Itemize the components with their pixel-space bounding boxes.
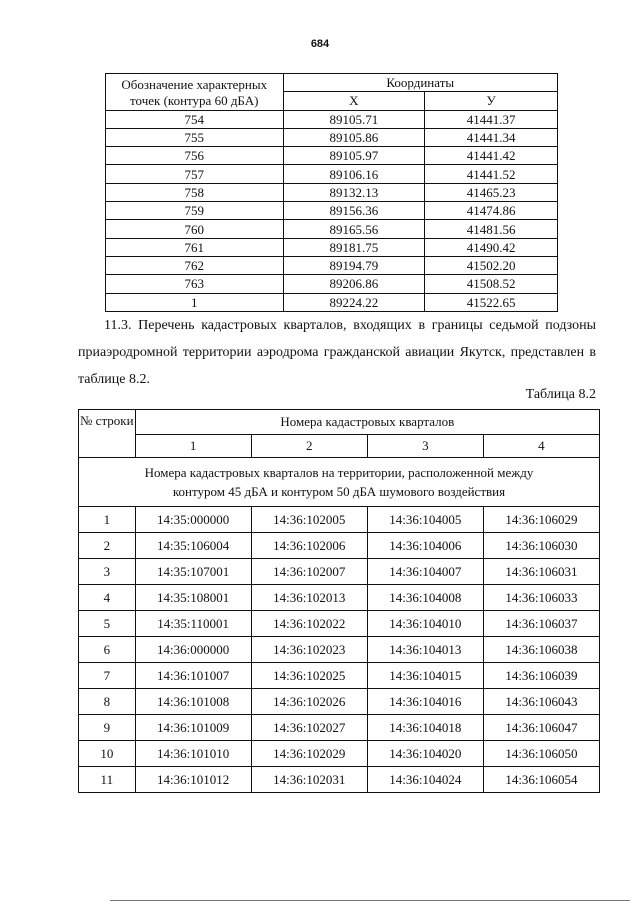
quarter-row (79, 637, 600, 663)
row-number-cell: 9 (79, 715, 136, 741)
quarter-number-cell: 14:36:101010 (135, 741, 251, 767)
x-cell: 89224.22 (283, 293, 425, 311)
y-cell: 41490.42 (425, 238, 558, 256)
header-y: У (425, 92, 558, 110)
quarter-number-cell: 14:36:102025 (251, 663, 367, 689)
coordinate-row (106, 238, 558, 256)
page-number: 684 (310, 38, 330, 50)
quarter-number-cell: 14:36:102007 (251, 559, 367, 585)
point-cell: 1 (106, 293, 284, 311)
row-number-cell: 11 (79, 767, 136, 793)
coordinate-row (106, 275, 558, 293)
coordinates-table (105, 73, 558, 312)
quarter-number-cell: 14:36:104006 (367, 533, 483, 559)
quarter-number-cell: 14:35:108001 (135, 585, 251, 611)
quarter-number-cell: 14:36:104010 (367, 611, 483, 637)
quarter-number-cell: 14:36:106047 (483, 715, 599, 741)
coordinates-header-row (106, 74, 558, 92)
point-cell: 759 (106, 202, 284, 220)
row-number-cell: 5 (79, 611, 136, 637)
row-number-cell: 7 (79, 663, 136, 689)
quarter-row (79, 715, 600, 741)
quarter-number-cell: 14:36:104016 (367, 689, 483, 715)
y-cell: 41441.42 (425, 147, 558, 165)
quarter-row (79, 767, 600, 793)
quarter-row (79, 663, 600, 689)
point-cell: 762 (106, 256, 284, 274)
x-cell: 89181.75 (283, 238, 425, 256)
column-number-4: 4 (483, 435, 599, 458)
row-number-cell: 3 (79, 559, 136, 585)
y-cell: 41465.23 (425, 183, 558, 201)
quarter-number-cell: 14:36:106039 (483, 663, 599, 689)
quarter-row (79, 585, 600, 611)
quarter-row (79, 741, 600, 767)
quarter-number-cell: 14:35:106004 (135, 533, 251, 559)
paragraph-11-3 (78, 312, 596, 393)
scan-edge-line (110, 900, 630, 901)
coordinate-row (106, 293, 558, 311)
coordinate-row (106, 256, 558, 274)
quarter-number-cell: 14:36:102026 (251, 689, 367, 715)
quarter-number-cell: 14:36:106033 (483, 585, 599, 611)
quarter-number-cell: 14:36:106038 (483, 637, 599, 663)
quarter-number-cell: 14:36:104024 (367, 767, 483, 793)
column-number-2: 2 (251, 435, 367, 458)
x-cell: 89132.13 (283, 183, 425, 201)
header-coordinates: Координаты (283, 74, 558, 92)
x-cell: 89165.56 (283, 220, 425, 238)
row-number-cell: 1 (79, 507, 136, 533)
header-row-number: № строки (79, 410, 136, 458)
y-cell: 41441.37 (425, 110, 558, 128)
y-cell: 41441.52 (425, 165, 558, 183)
x-cell: 89206.86 (283, 275, 425, 293)
header-cadastral-numbers: Номера кадастровых кварталов (135, 410, 599, 435)
quarter-number-cell: 14:36:106029 (483, 507, 599, 533)
point-cell: 755 (106, 128, 284, 146)
quarter-number-cell: 14:36:102022 (251, 611, 367, 637)
quarter-number-cell: 14:36:101009 (135, 715, 251, 741)
section-title: Номера кадастровых кварталов на территории, расположенной между контуром 45 дБА и контуром 50 дБА шумового воздействия (79, 458, 600, 507)
quarters-column-number-row (79, 435, 600, 458)
row-number-cell: 4 (79, 585, 136, 611)
quarters-body (79, 458, 600, 793)
x-cell: 89105.71 (283, 110, 425, 128)
header-x: X (283, 92, 425, 110)
header-point-designation: Обозначение характерных точек (контура 60 дБА) (106, 74, 284, 111)
quarter-number-cell: 14:36:102031 (251, 767, 367, 793)
row-number-cell: 10 (79, 741, 136, 767)
quarter-number-cell: 14:35:107001 (135, 559, 251, 585)
quarter-number-cell: 14:36:104020 (367, 741, 483, 767)
quarter-number-cell: 14:36:106030 (483, 533, 599, 559)
quarter-number-cell: 14:36:102027 (251, 715, 367, 741)
coordinate-row (106, 165, 558, 183)
quarter-number-cell: 14:36:104018 (367, 715, 483, 741)
quarter-number-cell: 14:36:106054 (483, 767, 599, 793)
y-cell: 41441.34 (425, 128, 558, 146)
cadastral-quarters-table (78, 409, 600, 793)
row-number-cell: 6 (79, 637, 136, 663)
point-cell: 754 (106, 110, 284, 128)
point-cell: 763 (106, 275, 284, 293)
quarter-number-cell: 14:36:101012 (135, 767, 251, 793)
y-cell: 41522.65 (425, 293, 558, 311)
quarter-row (79, 689, 600, 715)
x-cell: 89156.36 (283, 202, 425, 220)
quarter-number-cell: 14:36:102029 (251, 741, 367, 767)
column-number-3: 3 (367, 435, 483, 458)
table-caption: Таблица 8.2 (525, 387, 596, 402)
point-cell: 756 (106, 147, 284, 165)
coordinate-row (106, 183, 558, 201)
quarter-row (79, 559, 600, 585)
quarter-row (79, 533, 600, 559)
quarter-number-cell: 14:36:106043 (483, 689, 599, 715)
row-number-cell: 8 (79, 689, 136, 715)
coordinate-row (106, 147, 558, 165)
quarter-number-cell: 14:35:000000 (135, 507, 251, 533)
quarter-number-cell: 14:36:106050 (483, 741, 599, 767)
x-cell: 89105.86 (283, 128, 425, 146)
quarter-number-cell: 14:36:104005 (367, 507, 483, 533)
paragraph-text: 11.3. Перечень кадастровых кварталов, входящих в границы седьмой подзоны приаэродромной территории аэродрома гражданской авиации Якутск, представлен в таблице 8.2. (78, 318, 596, 387)
row-number-cell: 2 (79, 533, 136, 559)
point-cell: 761 (106, 238, 284, 256)
quarter-number-cell: 14:36:102005 (251, 507, 367, 533)
point-cell: 758 (106, 183, 284, 201)
section-row (79, 458, 600, 507)
quarter-row (79, 507, 600, 533)
quarter-number-cell: 14:36:000000 (135, 637, 251, 663)
coordinate-row (106, 128, 558, 146)
quarter-number-cell: 14:36:102023 (251, 637, 367, 663)
quarter-number-cell: 14:36:104013 (367, 637, 483, 663)
y-cell: 41508.52 (425, 275, 558, 293)
quarter-number-cell: 14:36:104008 (367, 585, 483, 611)
column-number-1: 1 (135, 435, 251, 458)
coordinates-body (106, 110, 558, 311)
coordinate-row (106, 202, 558, 220)
quarter-number-cell: 14:36:101008 (135, 689, 251, 715)
x-cell: 89194.79 (283, 256, 425, 274)
x-cell: 89106.16 (283, 165, 425, 183)
y-cell: 41474.86 (425, 202, 558, 220)
x-cell: 89105.97 (283, 147, 425, 165)
point-cell: 760 (106, 220, 284, 238)
quarter-number-cell: 14:36:106037 (483, 611, 599, 637)
quarter-number-cell: 14:36:104007 (367, 559, 483, 585)
quarter-number-cell: 14:36:101007 (135, 663, 251, 689)
y-cell: 41502.20 (425, 256, 558, 274)
point-cell: 757 (106, 165, 284, 183)
quarter-number-cell: 14:35:110001 (135, 611, 251, 637)
quarter-number-cell: 14:36:102013 (251, 585, 367, 611)
quarter-row (79, 611, 600, 637)
coordinate-row (106, 220, 558, 238)
coordinate-row (106, 110, 558, 128)
quarters-header-row (79, 410, 600, 435)
quarter-number-cell: 14:36:102006 (251, 533, 367, 559)
y-cell: 41481.56 (425, 220, 558, 238)
quarter-number-cell: 14:36:104015 (367, 663, 483, 689)
quarter-number-cell: 14:36:106031 (483, 559, 599, 585)
